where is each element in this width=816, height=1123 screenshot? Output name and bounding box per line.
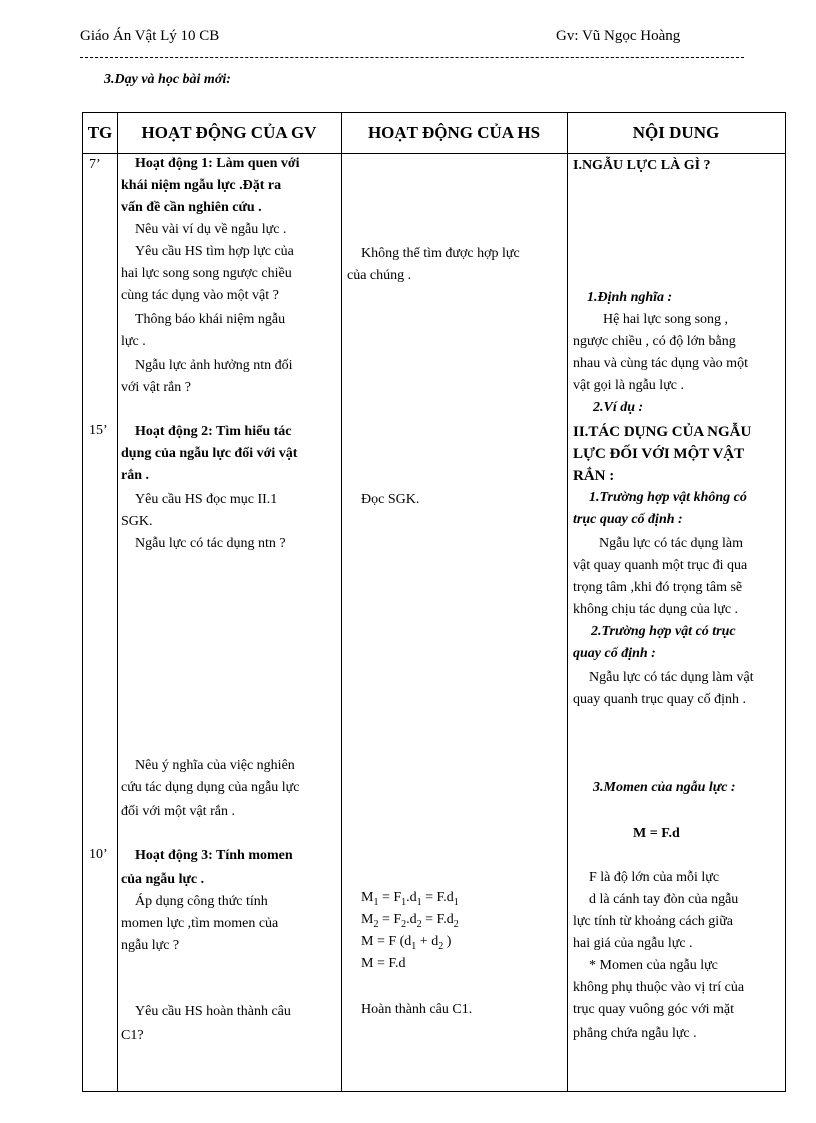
gv-text: Thông báo khái niệm ngẫu bbox=[135, 312, 286, 327]
header-tg: TG bbox=[87, 123, 113, 142]
case-2-heading: 2.Trường hợp vật có trục bbox=[591, 624, 736, 639]
hs-formula-m4: M = F.d bbox=[361, 956, 406, 971]
gv-text: SGK. bbox=[121, 514, 153, 529]
nd-text: không chịu tác dụng của lực . bbox=[573, 602, 739, 617]
gv-text: với vật rắn ? bbox=[121, 380, 191, 395]
lesson-table bbox=[82, 112, 786, 1092]
time-2: 15’ bbox=[89, 423, 108, 438]
time-3: 10’ bbox=[89, 847, 108, 862]
nd-text: F là độ lớn của mỗi lực bbox=[589, 870, 720, 885]
header-gv: HOẠT ĐỘNG CỦA GV bbox=[141, 123, 317, 142]
col-divider bbox=[117, 113, 118, 1091]
case-1-heading: trục quay cố định : bbox=[573, 512, 683, 527]
gv-text: hai lực song song ngược chiều bbox=[121, 266, 292, 281]
nd-text: vật quay quanh một trục đi qua bbox=[573, 558, 748, 573]
section-2-title: LỰC ĐỐI VỚI MỘT VẬT bbox=[573, 446, 745, 462]
gv-text: đối với một vật rắn . bbox=[121, 804, 235, 819]
section-title: 3.Dạy và học bài mới: bbox=[104, 72, 231, 87]
gv-text: Yêu cầu HS tìm hợp lực của bbox=[135, 244, 294, 259]
nd-text: vật gọi là ngẫu lực . bbox=[573, 378, 685, 393]
gv-text: Ngẫu lực có tác dụng ntn ? bbox=[135, 536, 286, 551]
gv-text: momen lực ,tìm momen của bbox=[121, 916, 279, 931]
gv-text: Yêu cầu HS đọc mục II.1 bbox=[135, 492, 278, 507]
gv-text: Nêu ý nghĩa của việc nghiên bbox=[135, 758, 295, 773]
nd-text: trọng tâm ,khi đó trọng tâm sẽ bbox=[573, 580, 743, 595]
example-heading: 2.Ví dụ : bbox=[593, 400, 644, 415]
activity-3-title: của ngẫu lực . bbox=[121, 872, 205, 887]
gv-text: Nêu vài ví dụ về ngẫu lực . bbox=[135, 222, 287, 237]
activity-3-title: Hoạt động 3: Tính momen bbox=[135, 848, 293, 863]
gv-text: cùng tác dụng vào một vật ? bbox=[121, 288, 279, 303]
nd-text: ngược chiều , có độ lớn bằng bbox=[573, 334, 736, 349]
gv-text: C1? bbox=[121, 1028, 144, 1043]
gv-text: Yêu cầu HS hoàn thành câu bbox=[135, 1004, 291, 1019]
header-hs: HOẠT ĐỘNG CỦA HS bbox=[367, 123, 541, 142]
nd-text: d là cánh tay đòn của ngẫu bbox=[589, 892, 739, 907]
header-divider bbox=[80, 57, 744, 58]
nd-text: phẳng chứa ngẫu lực . bbox=[573, 1026, 697, 1041]
gv-text: Áp dụng công thức tính bbox=[135, 894, 268, 909]
section-3-title: 3.Momen của ngẫu lực : bbox=[593, 780, 736, 795]
gv-text: ngẫu lực ? bbox=[121, 938, 180, 953]
activity-1-title: Hoạt động 1: Làm quen với bbox=[135, 156, 300, 171]
hs-text: Không thể tìm được hợp lực bbox=[361, 246, 520, 261]
hs-formula-m2: $M_2 = F_2.d_2 = F.d_2$ bbox=[361, 912, 459, 930]
header-nd: NỘI DUNG bbox=[632, 123, 720, 142]
header-right: Gv: Vũ Ngọc Hoàng bbox=[556, 28, 681, 44]
gv-text: cứu tác dụng dụng của ngẫu lực bbox=[121, 780, 300, 795]
col-divider bbox=[567, 113, 568, 1091]
gv-text: Ngẫu lực ảnh hưởng ntn đối bbox=[135, 358, 293, 373]
section-2-title: II.TÁC DỤNG CỦA NGẪU bbox=[573, 424, 752, 440]
nd-text: không phụ thuộc vào vị trí của bbox=[573, 980, 745, 995]
col-divider bbox=[341, 113, 342, 1091]
nd-text: quay quanh trục quay cố định . bbox=[573, 692, 747, 707]
nd-text: hai giá của ngẫu lực . bbox=[573, 936, 693, 951]
activity-1-title: vấn đề cần nghiên cứu . bbox=[121, 200, 262, 215]
nd-text: nhau và cùng tác dụng vào một bbox=[573, 356, 748, 371]
moment-formula: M = F.d bbox=[633, 826, 680, 841]
nd-text: Hệ hai lực song song , bbox=[603, 312, 729, 327]
definition-heading: 1.Định nghĩa : bbox=[587, 290, 673, 305]
hs-text: của chúng . bbox=[347, 268, 412, 283]
hs-text: Hoàn thành câu C1. bbox=[361, 1002, 473, 1017]
nd-text: trục quay vuông góc với mặt bbox=[573, 1002, 734, 1017]
header-left: Giáo Án Vật Lý 10 CB bbox=[80, 28, 220, 44]
case-1-heading: 1.Trường hợp vật không có bbox=[589, 490, 747, 505]
hs-text: Đọc SGK. bbox=[361, 492, 420, 507]
hs-formula-m1: $M_1 = F_1.d_1 = F.d_1$ bbox=[361, 890, 459, 908]
activity-2-title: Hoạt động 2: Tìm hiểu tác bbox=[135, 424, 292, 439]
nd-text: Ngẫu lực có tác dụng làm bbox=[599, 536, 744, 551]
nd-text: Ngẫu lực có tác dụng làm vật bbox=[589, 670, 754, 685]
activity-2-title: dụng của ngẫu lực đối với vật bbox=[121, 446, 298, 461]
section-1-title: I.NGẪU LỰC LÀ GÌ ? bbox=[573, 158, 711, 173]
gv-text: lực . bbox=[121, 334, 146, 349]
nd-text: lực tính từ khoảng cách giữa bbox=[573, 914, 733, 929]
hs-formula-m3: M = F ($d_1 + d_2$ ) bbox=[361, 934, 452, 952]
case-2-heading: quay cố định : bbox=[573, 646, 656, 661]
activity-1-title: khái niệm ngẫu lực .Đặt ra bbox=[121, 178, 282, 193]
nd-text: * Momen của ngẫu lực bbox=[589, 958, 718, 973]
activity-2-title: rắn . bbox=[121, 468, 149, 483]
section-2-title: RẮN : bbox=[573, 468, 615, 484]
time-1: 7’ bbox=[89, 157, 101, 172]
